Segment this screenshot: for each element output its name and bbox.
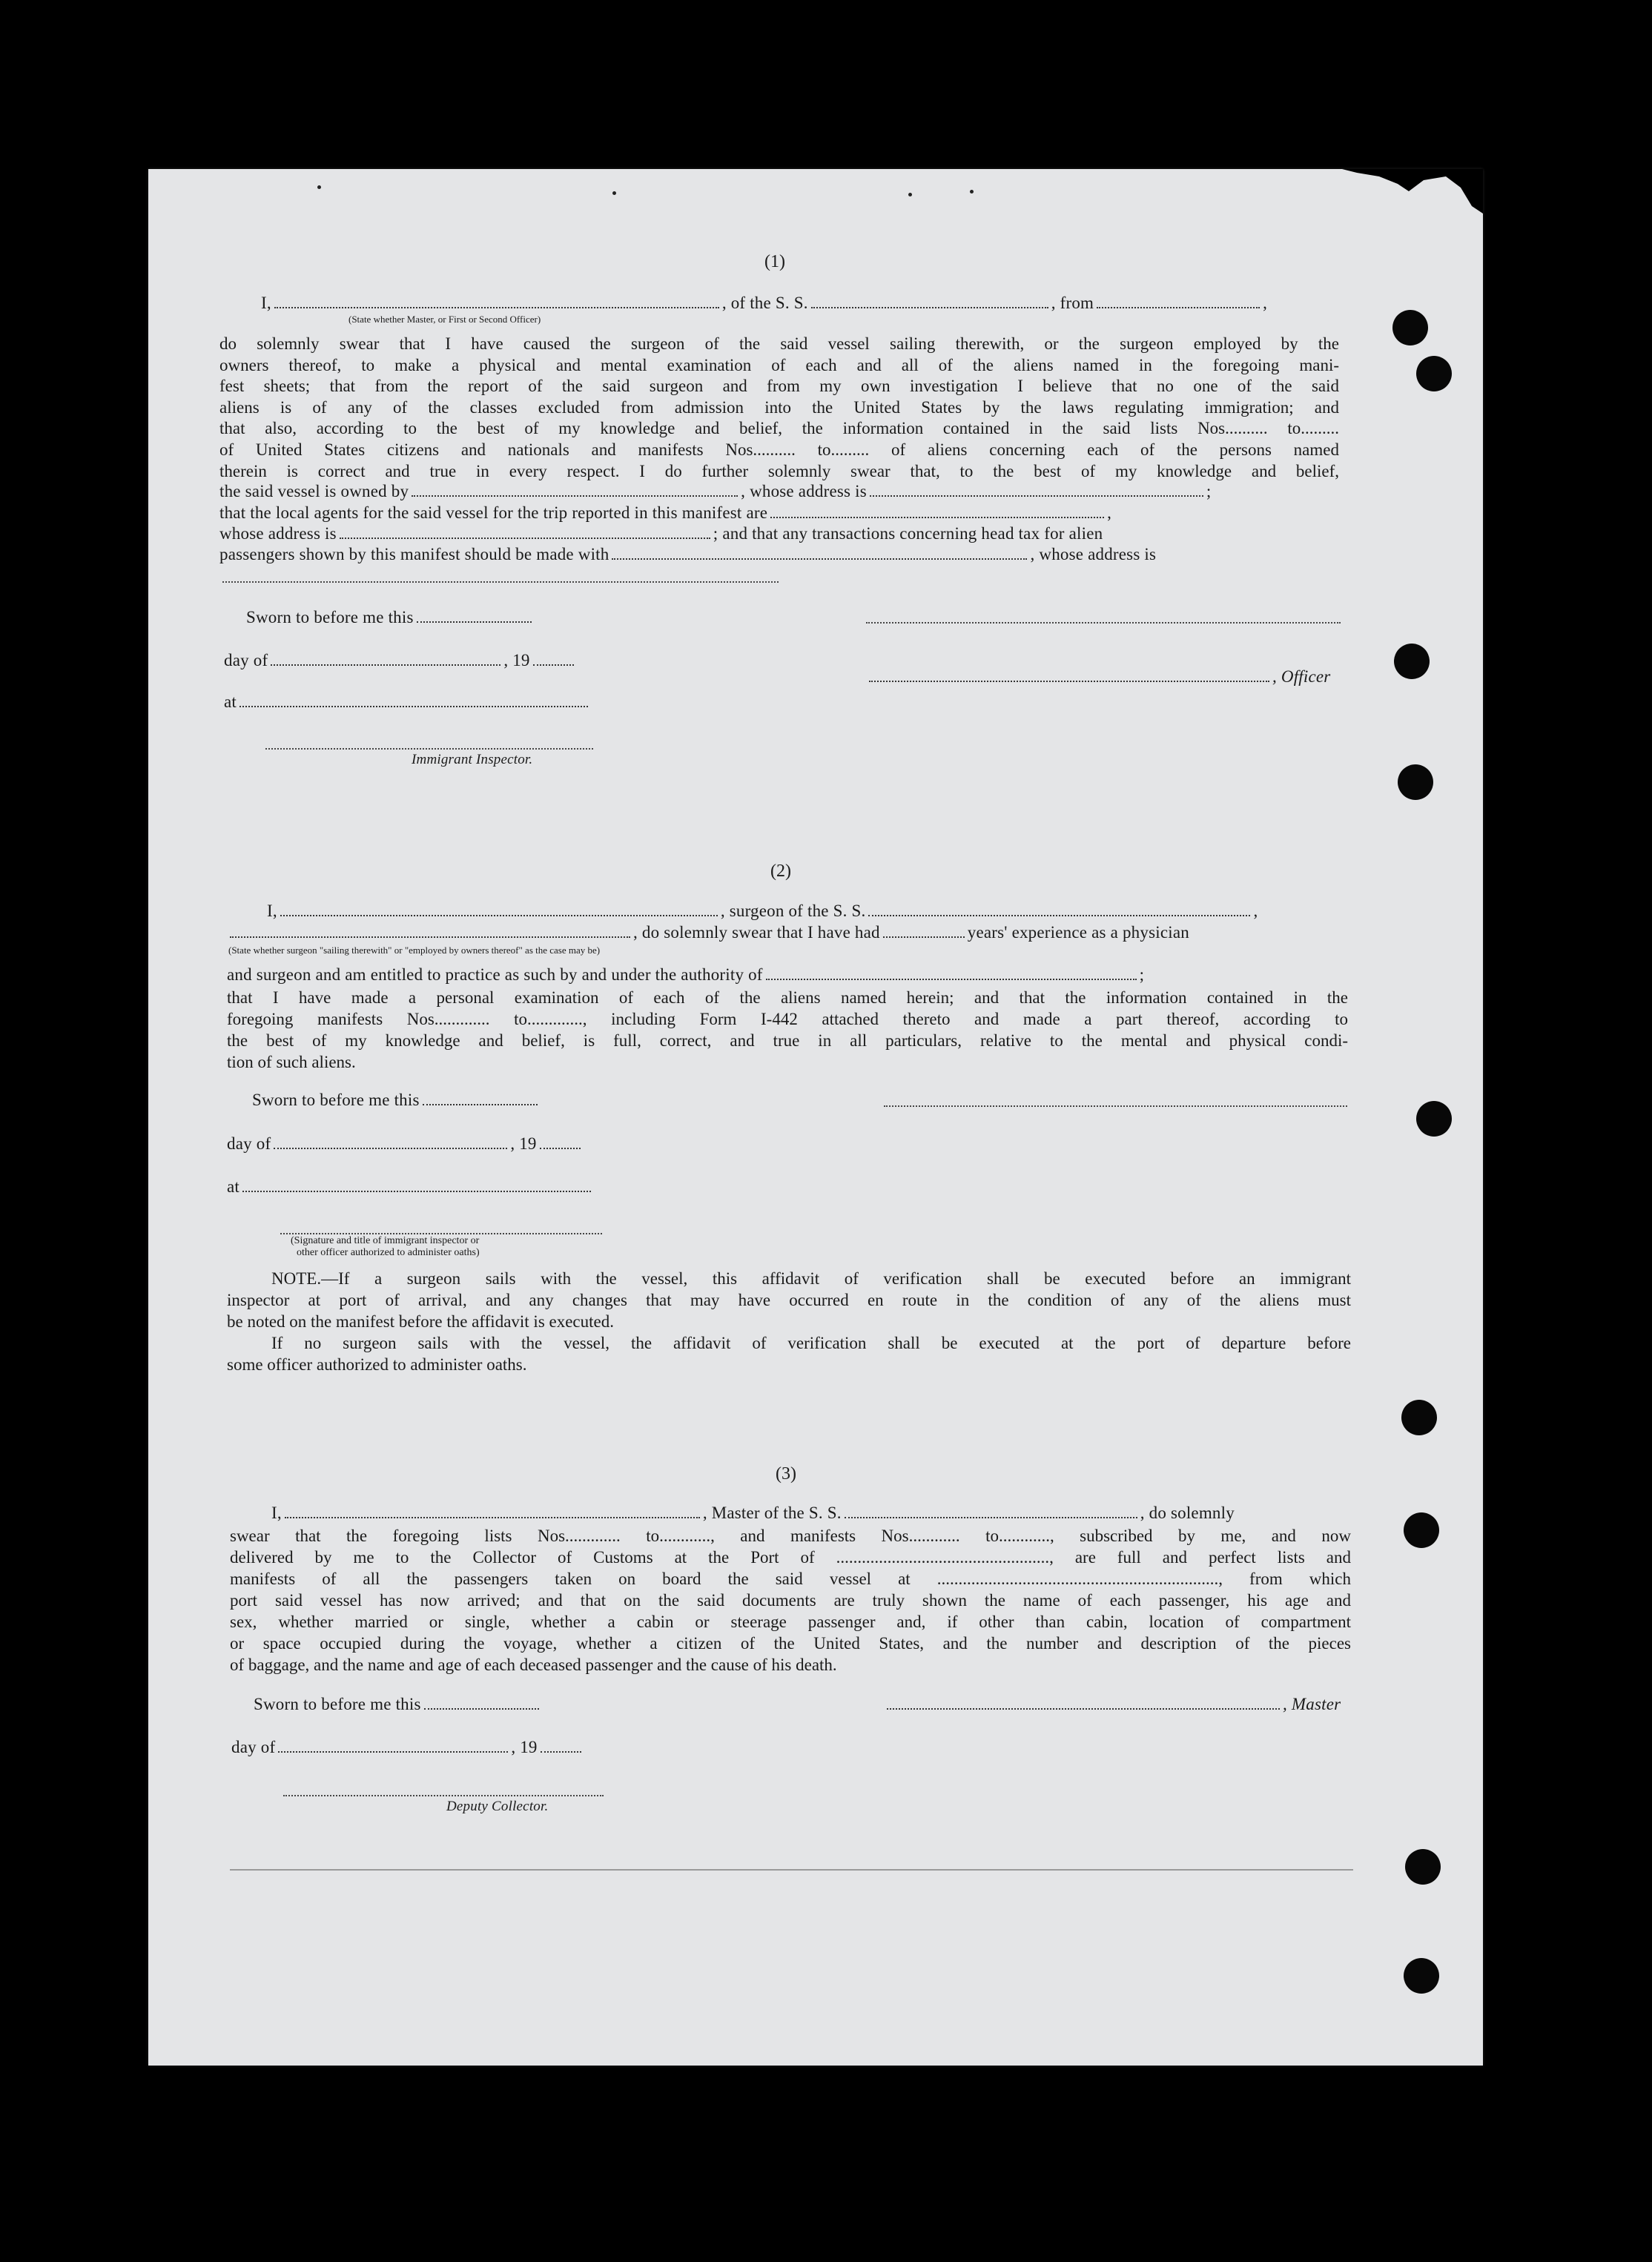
sworn-line: [254, 1695, 542, 1714]
oath-text-line: port said vessel has now arrived; and that on the said documents are truly shown the name of each passenger, his age and: [230, 1591, 1351, 1610]
oath-text-line: manifests of all the passengers taken on board the said vessel at .................................................................., from which: [230, 1570, 1351, 1588]
speck: [970, 190, 974, 194]
oath-text-line: delivered by me to the Collector of Customs at the Port of .................................................., are full and perfect lists and: [230, 1548, 1351, 1567]
passengers-line: [219, 545, 1156, 564]
sworn-line: [246, 608, 535, 627]
note-paragraph: [227, 1268, 1351, 1375]
text: ,: [1253, 902, 1258, 920]
text: day of: [231, 1738, 276, 1756]
oath-text-line: fest sheets; that from the report of the said surgeon and from my own investigation I believe that no one of the said: [219, 377, 1339, 396]
text: Sworn to before me this: [254, 1695, 421, 1713]
signature-note: (Signature and title of immigrant inspector or: [291, 1235, 480, 1246]
collector-label: Deputy Collector.: [446, 1799, 549, 1814]
oath-text-line: that I have made a personal examination of each of the aliens named herein; and that the information contained in the: [227, 988, 1348, 1007]
section-number: (1): [764, 252, 785, 271]
text: day of: [227, 1134, 271, 1153]
text: I,: [267, 902, 277, 920]
text: at: [224, 692, 237, 711]
signature-blank: [866, 621, 1341, 624]
oath-text-line: or space occupied during the voyage, whether a citizen of the United States, and the number and description of the pieces: [230, 1634, 1351, 1653]
day-line: [231, 1738, 584, 1757]
text: , 19: [511, 1738, 538, 1756]
speck: [317, 185, 321, 189]
oath-text-line: sex, whether married or single, whether a cabin or steerage passenger and, if other than cabin, location of compartment: [230, 1613, 1351, 1631]
text: ,: [1107, 503, 1112, 522]
field-note: (State whether surgeon "sailing therewith" or "employed by owners thereof" as the case may be): [228, 945, 601, 956]
form-sheet: [148, 169, 1483, 2066]
text: , whose address is: [741, 482, 867, 500]
speck: [908, 193, 912, 196]
oath-paragraph: [219, 334, 1339, 482]
master-label: , Master: [1283, 1695, 1341, 1713]
note-text-line: some officer authorized to administer oaths.: [227, 1355, 527, 1374]
day-line: [224, 651, 577, 670]
inspector-label: Immigrant Inspector.: [412, 752, 533, 767]
text: , do solemnly: [1140, 1504, 1235, 1522]
agents-line: [219, 503, 1111, 523]
oath-line: [261, 294, 1267, 313]
oath-text-line: do solemnly swear that I have caused the surgeon of the said vessel sailing therewith, or the surgeon employed by the: [219, 334, 1339, 353]
note-text-line: inspector at port of arrival, and any changes that may have occurred en route in the condition of any of the aliens must: [227, 1291, 1351, 1309]
punch-hole: [1392, 310, 1428, 345]
text: and surgeon and am entitled to practice as such by and under the authority of: [227, 965, 763, 984]
officer-label: , Officer: [1272, 667, 1331, 686]
oath-text-line: tion of such aliens.: [227, 1053, 356, 1071]
oath-line: [271, 1504, 1235, 1523]
oath-text-line: aliens is of any of the classes excluded from admission into the United States by the laws regulating immigration; and: [219, 397, 1339, 417]
at-line: [224, 692, 591, 712]
text: , Master of the S. S.: [702, 1504, 842, 1522]
officer-line: [866, 667, 1330, 687]
address-blank: [222, 581, 779, 583]
text: passengers shown by this manifest should be made with: [219, 545, 609, 563]
experience-line: [227, 923, 1189, 942]
speck: [612, 191, 616, 195]
punch-hole: [1394, 644, 1430, 679]
master-line: [884, 1695, 1341, 1714]
text: Sworn to before me this: [246, 608, 414, 626]
day-line: [227, 1134, 584, 1154]
field-note: (State whether Master, or First or Second Officer): [348, 314, 541, 325]
signature-note: other officer authorized to administer oaths): [297, 1247, 480, 1258]
text: , from: [1051, 294, 1094, 312]
text: I,: [261, 294, 271, 312]
text: years' experience as a physician: [967, 923, 1189, 942]
punch-hole: [1401, 1400, 1437, 1435]
text: Sworn to before me this: [252, 1091, 420, 1109]
note-text-line: If no surgeon sails with the vessel, the affidavit of verification shall be executed at the port of departure before: [271, 1334, 1351, 1352]
oath-text-line: the best of my knowledge and belief, is full, correct, and true in all particulars, relative to the mental and physical condi-: [227, 1031, 1348, 1050]
punch-hole: [1405, 1849, 1441, 1885]
authority-line: [227, 965, 1144, 985]
punch-hole: [1416, 1101, 1452, 1137]
text: ;: [1206, 482, 1212, 500]
oath-paragraph: [227, 987, 1348, 1073]
oath-text-line: owners thereof, to make a physical and mental examination of each and all of the aliens named in the foregoing mani-: [219, 355, 1339, 374]
text: ;: [1139, 965, 1145, 984]
text: whose address is: [219, 524, 337, 543]
text: ,: [1263, 294, 1268, 312]
bottom-rule: [230, 1869, 1353, 1871]
punch-hole: [1398, 764, 1433, 800]
oath-text-line: foregoing manifests Nos............. to............., including Form I-442 attached thereto and made a part thereof, according to: [227, 1010, 1348, 1028]
oath-text-line: of United States citizens and nationals and manifests Nos.......... to......... of aliens concerning each of the persons named: [219, 440, 1339, 459]
section-number: (3): [776, 1464, 796, 1484]
text: , 19: [510, 1134, 537, 1153]
signature-blank: [884, 1105, 1347, 1107]
oath-text-line: that also, according to the best of my knowledge and belief, the information contained in the said lists Nos.......... to.........: [219, 419, 1339, 438]
torn-corner: [1335, 169, 1483, 243]
oath-text-line: swear that the foregoing lists Nos............. to............, and manifests Nos............ to............, subscribed by me, and now: [230, 1527, 1351, 1545]
inspector-blank: [265, 747, 593, 750]
text: , whose address is: [1030, 545, 1157, 563]
text: , of the S. S.: [721, 294, 808, 312]
note-text-line: be noted on the manifest before the affidavit is executed.: [227, 1312, 614, 1331]
owner-line: [219, 482, 1211, 501]
text: , surgeon of the S. S.: [720, 902, 866, 920]
oath-text-line: of baggage, and the name and age of each deceased passenger and the cause of his death.: [230, 1656, 837, 1674]
oath-line: [267, 902, 1258, 921]
text: I,: [271, 1504, 282, 1522]
collector-blank: [283, 1794, 604, 1796]
text: day of: [224, 651, 268, 669]
signature-blank: [280, 1232, 602, 1234]
oath-paragraph: [230, 1525, 1351, 1676]
note-text-line: NOTE.—If a surgeon sails with the vessel, this affidavit of verification shall be executed before an immigrant: [271, 1269, 1351, 1288]
oath-text-line: therein is correct and true in every respect. I do further solemnly swear that, to the best of my knowledge and belief,: [219, 461, 1339, 480]
whose-line: [219, 524, 1103, 543]
text: ; and that any transactions concerning head tax for alien: [713, 524, 1103, 543]
text: the said vessel is owned by: [219, 482, 409, 500]
text: , do solemnly swear that I have had: [633, 923, 880, 942]
sworn-line: [252, 1091, 541, 1110]
punch-hole: [1404, 1958, 1439, 1994]
text: that the local agents for the said vessel for the trip reported in this manifest are: [219, 503, 768, 522]
punch-hole: [1416, 356, 1452, 391]
section-number: (2): [770, 862, 791, 881]
punch-hole: [1404, 1512, 1439, 1548]
text: , 19: [503, 651, 530, 669]
at-line: [227, 1177, 594, 1197]
text: at: [227, 1177, 239, 1196]
